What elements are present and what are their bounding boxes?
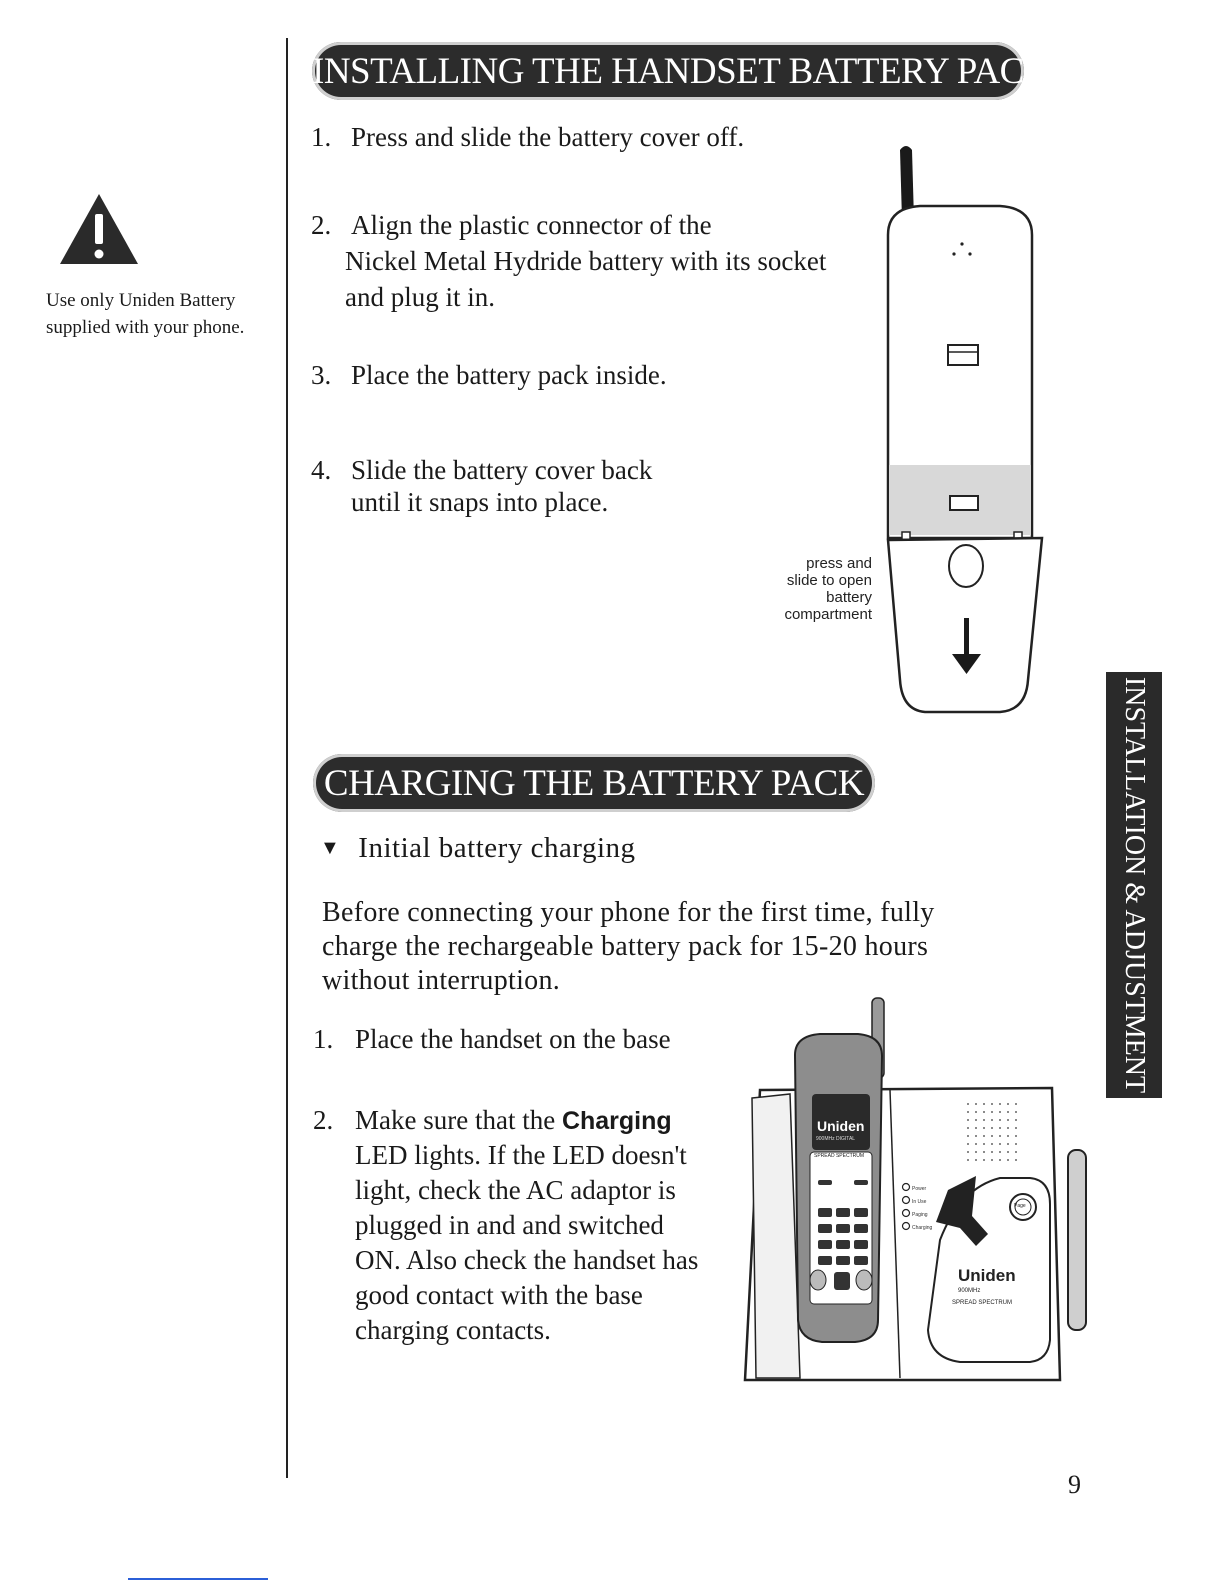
base-spread-spectrum: SPREAD SPECTRUM	[952, 1300, 1013, 1306]
triangle-bullet-icon: ▼	[320, 837, 341, 859]
margin-rule	[286, 38, 288, 1478]
base-model: 900MHz	[958, 1288, 981, 1294]
battery-warning-note: Use only Uniden Battery supplied with your phone.	[46, 290, 245, 338]
handset-model: 900MHz DIGITAL	[816, 1136, 856, 1142]
charge-step-2: 2. Make sure that the Charging LED lights. If the LED doesn't light, check the AC adaptor is plugged in and and switched ON. Also check the handset has good contact with the base charging contacts.	[313, 1105, 699, 1345]
handset-brand: Uniden	[817, 1118, 865, 1134]
handset-spread-spectrum: SPREAD SPECTRUM	[814, 1153, 865, 1159]
phone-on-base-illustration	[740, 990, 1090, 1390]
section-title-charging: CHARGING THE BATTERY PACK	[313, 754, 875, 812]
subheading-initial-charging: ▼ Initial battery charging	[320, 832, 636, 864]
chapter-side-tab: INSTALLATION & ADJUSTMENT	[1106, 672, 1162, 1098]
bottom-edge-line	[128, 1578, 268, 1581]
install-step-1: 1. Press and slide the battery cover off.	[311, 122, 745, 152]
charge-step-1: 1. Place the handset on the base	[313, 1024, 671, 1054]
warning-triangle-icon	[58, 192, 140, 266]
install-step-2: 2. Align the plastic connector of the Nickel Metal Hydride battery with its socket and plug it in.	[311, 210, 827, 312]
handset-back-illustration	[880, 140, 1050, 720]
section-title-installing: INSTALLING THE HANDSET BATTERY PACK	[312, 42, 1024, 100]
battery-compartment-callout: press and slide to open battery compartment	[784, 555, 872, 623]
charging-intro: Before connecting your phone for the first time, fully charge the rechargeable battery pack for 15-20 hours without interruption.	[322, 897, 935, 996]
base-led-labels: Power In Use Paging Charging	[912, 1186, 933, 1231]
install-step-3: 3. Place the battery pack inside.	[311, 360, 667, 390]
page-button-label: Page	[1014, 1203, 1026, 1209]
base-brand: Uniden	[958, 1266, 1016, 1285]
install-step-4: 4. Slide the battery cover back until it snaps into place.	[311, 455, 653, 517]
page-number: 9	[1068, 1470, 1081, 1499]
